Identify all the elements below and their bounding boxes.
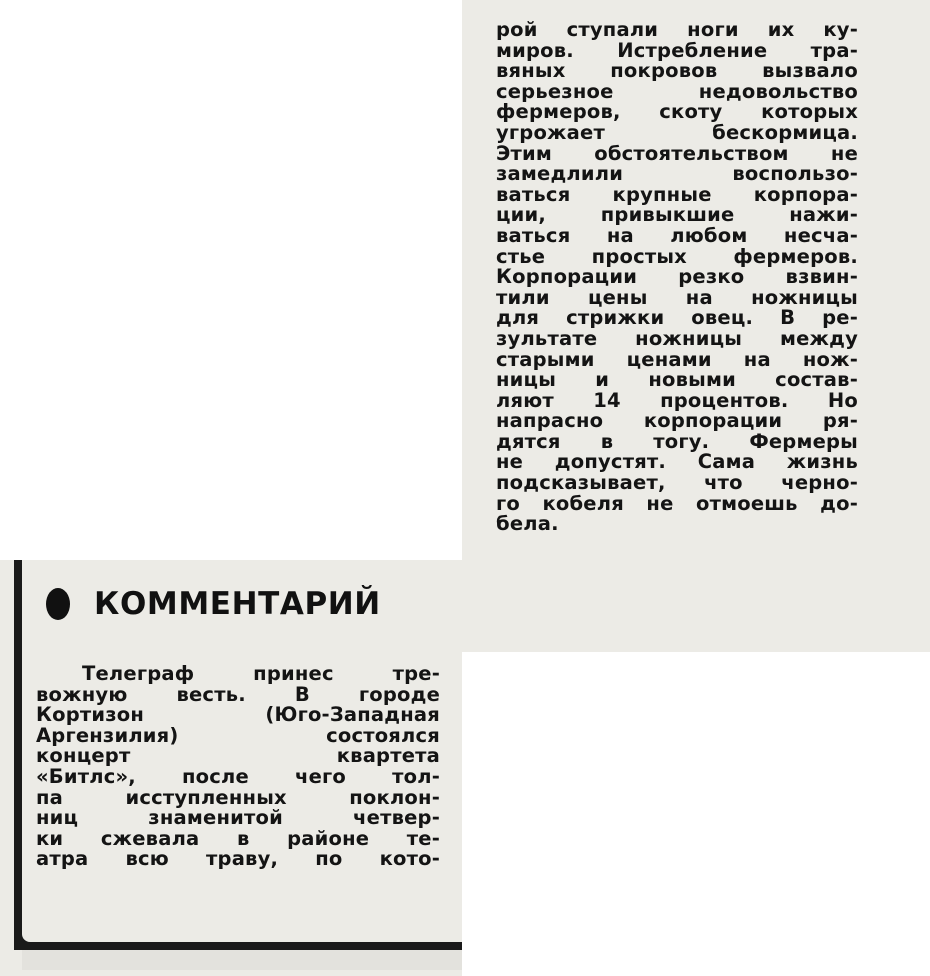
text-line: Аргензилия) состоялся	[36, 725, 440, 747]
text-line: вожную весть. В городе	[36, 684, 440, 706]
text-line: Корпорации резко взвин-	[496, 267, 858, 288]
article-continuation-clipping	[462, 0, 930, 652]
text-line: напрасно корпорации ря-	[496, 411, 858, 432]
text-line: Телеграф принес тре-	[82, 664, 440, 685]
section-heading	[46, 586, 381, 622]
text-line: ции, привыкшие нажи-	[496, 205, 858, 226]
text-line: миров. Истребление тра-	[496, 40, 858, 62]
text-line: ваться на любом несча-	[496, 225, 858, 247]
heading-title: КОММЕНТАРИЙ	[94, 586, 381, 622]
text-line: Этим обстоятельством не	[496, 143, 858, 165]
text-line: замедлили воспользо-	[496, 164, 858, 185]
text-line-last: бела.	[496, 514, 559, 535]
article-start-clipping	[0, 560, 462, 976]
text-line: вяных покровов вызвало	[496, 61, 858, 82]
text-line: рой ступали ноги их ку-	[496, 20, 858, 41]
text-line: подсказывает, что черно-	[496, 473, 858, 494]
text-line: серьезное недовольство	[496, 81, 858, 103]
text-line: па исступленных поклон-	[36, 787, 440, 809]
text-line: не допустят. Сама жизнь	[496, 452, 858, 474]
text-line: концерт квартета	[36, 746, 440, 767]
scan-shadow	[22, 950, 462, 970]
text-line: угрожает бескормица.	[496, 122, 858, 144]
text-line: ваться крупные корпора-	[496, 184, 858, 206]
text-line: атра всю траву, по кото-	[36, 849, 440, 870]
text-line: ниц знаменитой четвер-	[36, 808, 440, 829]
text-line: для стрижки овец. В ре-	[496, 308, 858, 329]
text-line: ницы и новыми состав-	[496, 370, 858, 391]
text-line: дятся в тогу. Фермеры	[496, 431, 858, 453]
text-line: «Битлс», после чего тол-	[36, 766, 440, 788]
text-line: ки сжевала в районе те-	[36, 828, 440, 850]
text-line: ляют 14 процентов. Но	[496, 390, 858, 412]
text-line: Кортизон (Юго-Западная	[36, 705, 440, 726]
article-continuation-column	[496, 20, 858, 535]
horizontal-rule	[14, 942, 462, 950]
text-line: зультате ножницы между	[496, 328, 858, 350]
vertical-rule	[14, 560, 22, 950]
bullet-icon	[46, 588, 70, 620]
text-line: старыми ценами на нож-	[496, 349, 858, 371]
text-line: фермеров, скоту которых	[496, 102, 858, 123]
text-line: стье простых фермеров.	[496, 246, 858, 268]
article-start-column	[36, 664, 440, 870]
text-line: тили цены на ножницы	[496, 287, 858, 309]
text-line: го кобеля не отмоешь до-	[496, 493, 858, 515]
